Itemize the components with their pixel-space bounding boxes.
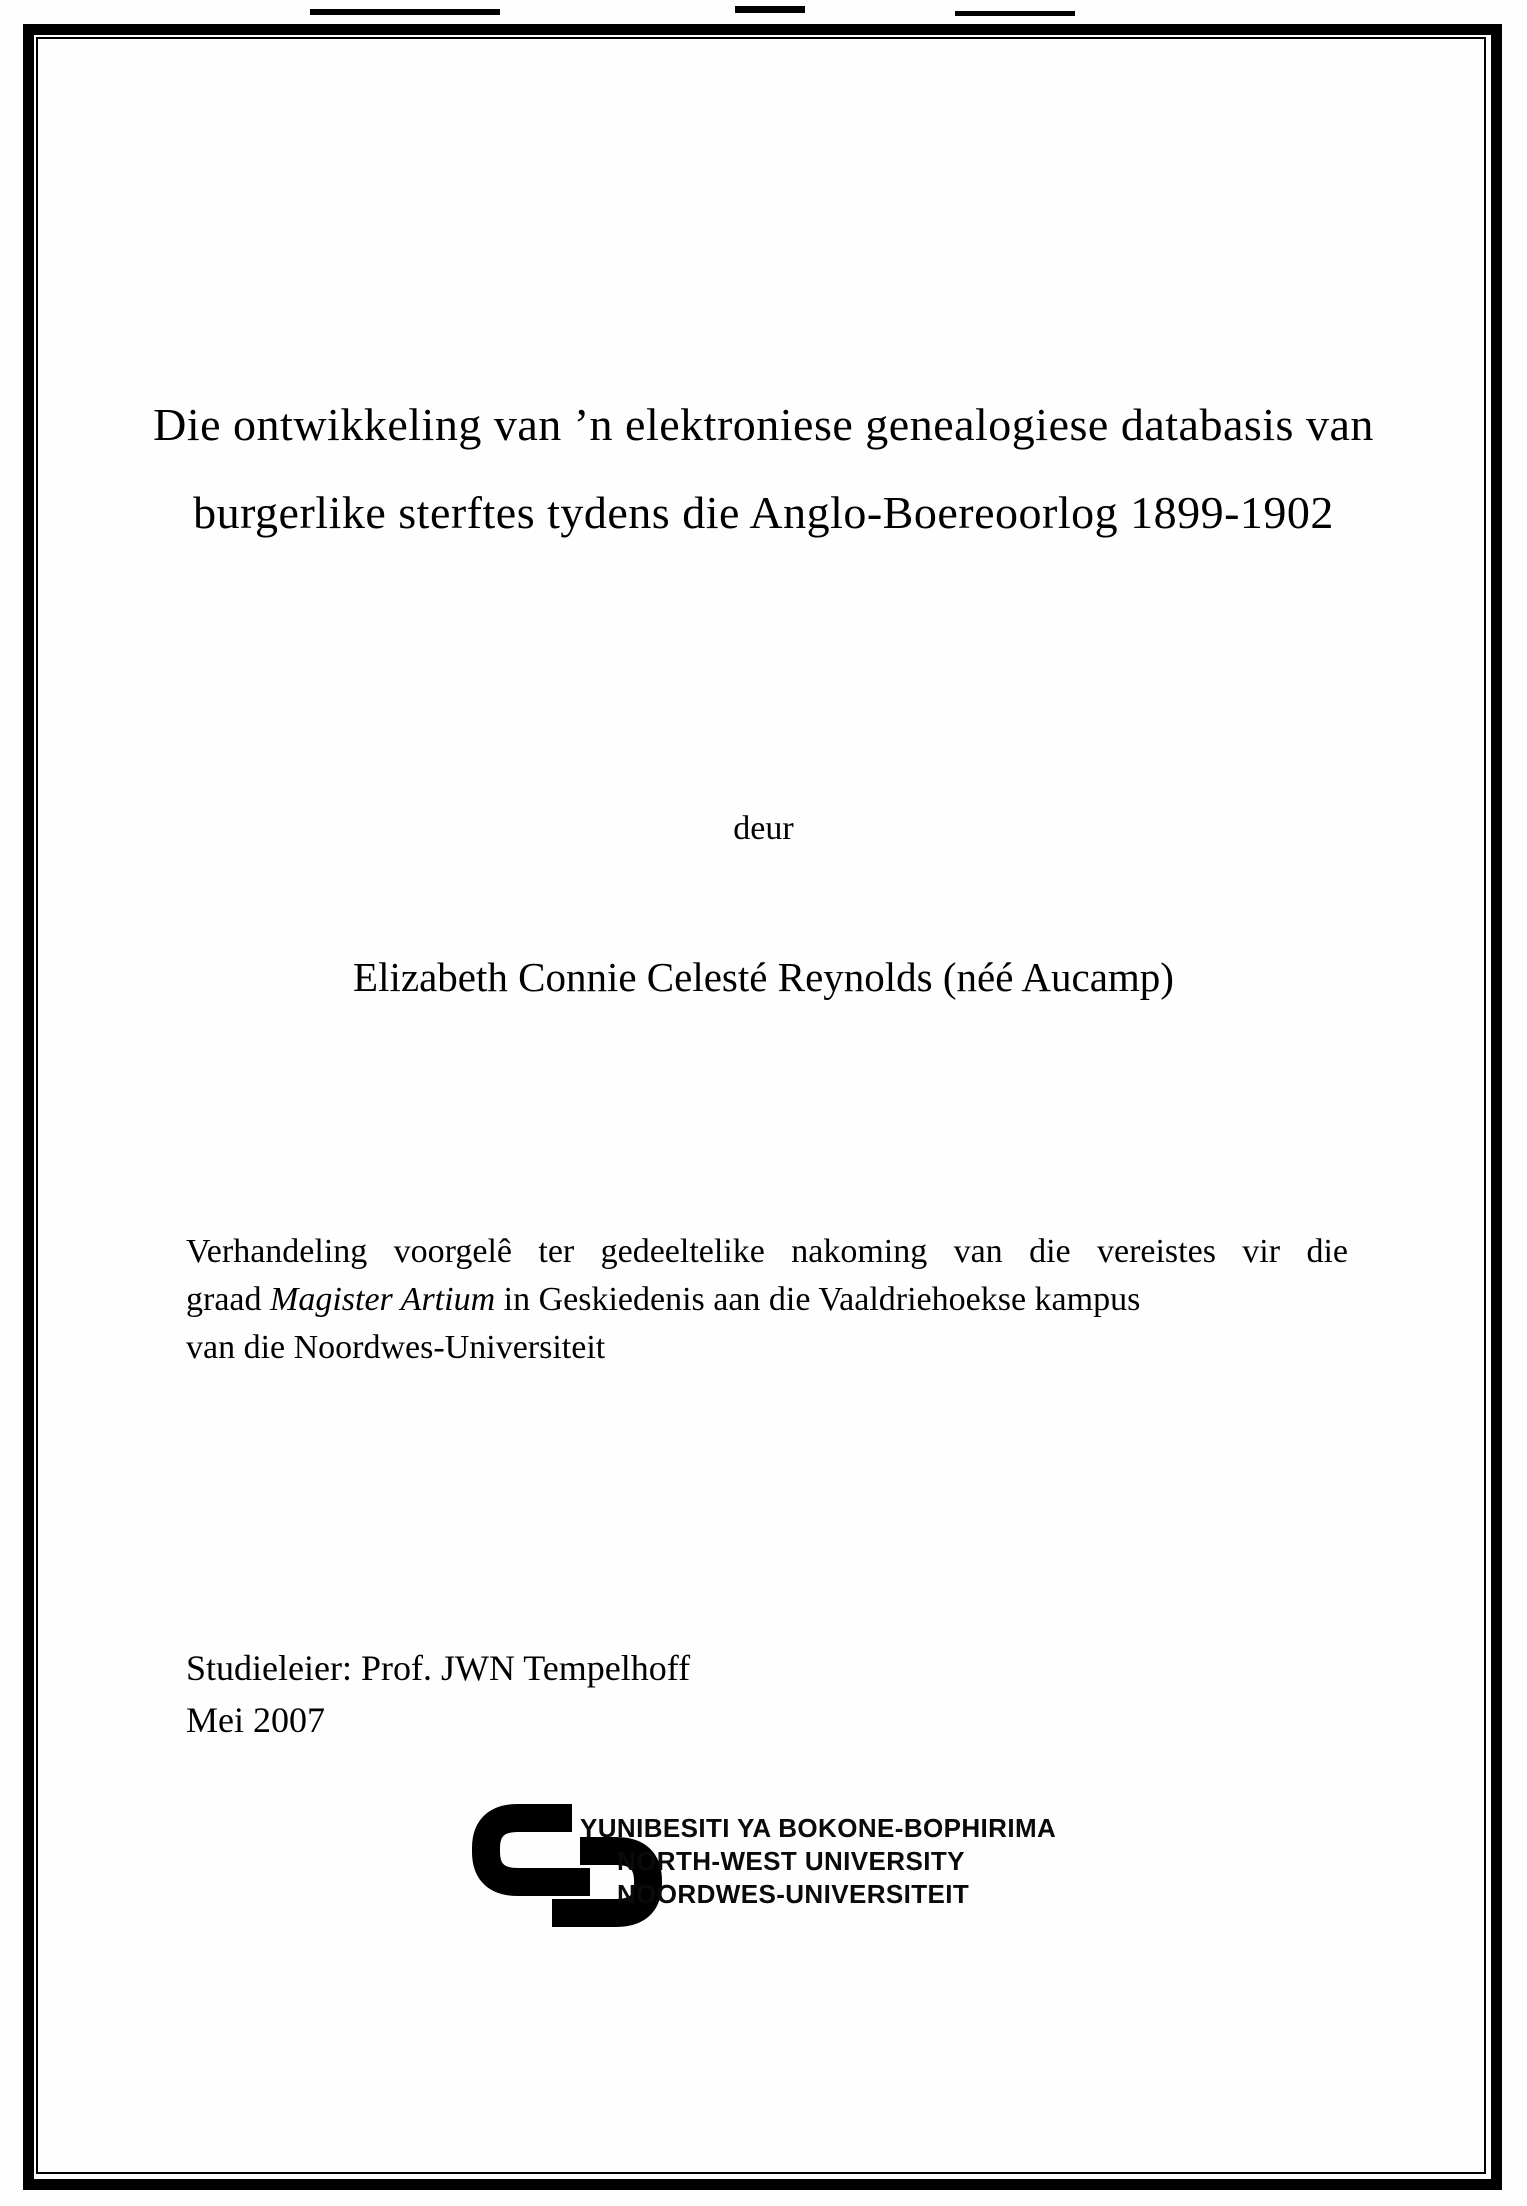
degree-statement-line-3: van die Noordwes-Universiteit <box>186 1329 606 1366</box>
scan-artifact <box>735 6 805 13</box>
degree-statement <box>186 1228 1348 1372</box>
thesis-title-line-2: burgerlike sterftes tydens die Anglo-Boereoorlog 1899-1902 <box>193 487 1334 538</box>
date-line: Mei 2007 <box>186 1700 325 1740</box>
degree-statement-line-2-pre: graad <box>186 1281 271 1318</box>
degree-statement-line-2-post: in Geskiedenis aan die Vaaldriehoekse kampus <box>495 1281 1141 1318</box>
degree-name-italic: Magister Artium <box>270 1281 496 1318</box>
university-logo-wordmark <box>580 1812 1056 1911</box>
logo-line-english: NORTH-WEST UNIVERSITY <box>617 1846 965 1876</box>
scan-artifact <box>955 11 1075 16</box>
logo-line-setswana: YUNIBESITI YA BOKONE-BOPHIRIMA <box>580 1813 1057 1843</box>
logo-line-afrikaans: NOORDWES-UNIVERSITEIT <box>617 1879 970 1909</box>
author-name: Elizabeth Connie Celesté Reynolds (néé Aucamp) <box>353 954 1174 1000</box>
scan-artifact <box>310 9 500 15</box>
degree-statement-line-2 <box>186 1276 1348 1324</box>
degree-statement-line-1: Verhandeling voorgelê ter gedeeltelike nakoming van die vereistes vir die <box>186 1233 1348 1270</box>
byline-label: deur <box>733 810 794 847</box>
supervisor-line: Studieleier: Prof. JWN Tempelhoff <box>186 1648 691 1688</box>
thesis-title-line-1: Die ontwikkeling van ’n elektroniese genealogiese databasis van <box>153 399 1374 450</box>
